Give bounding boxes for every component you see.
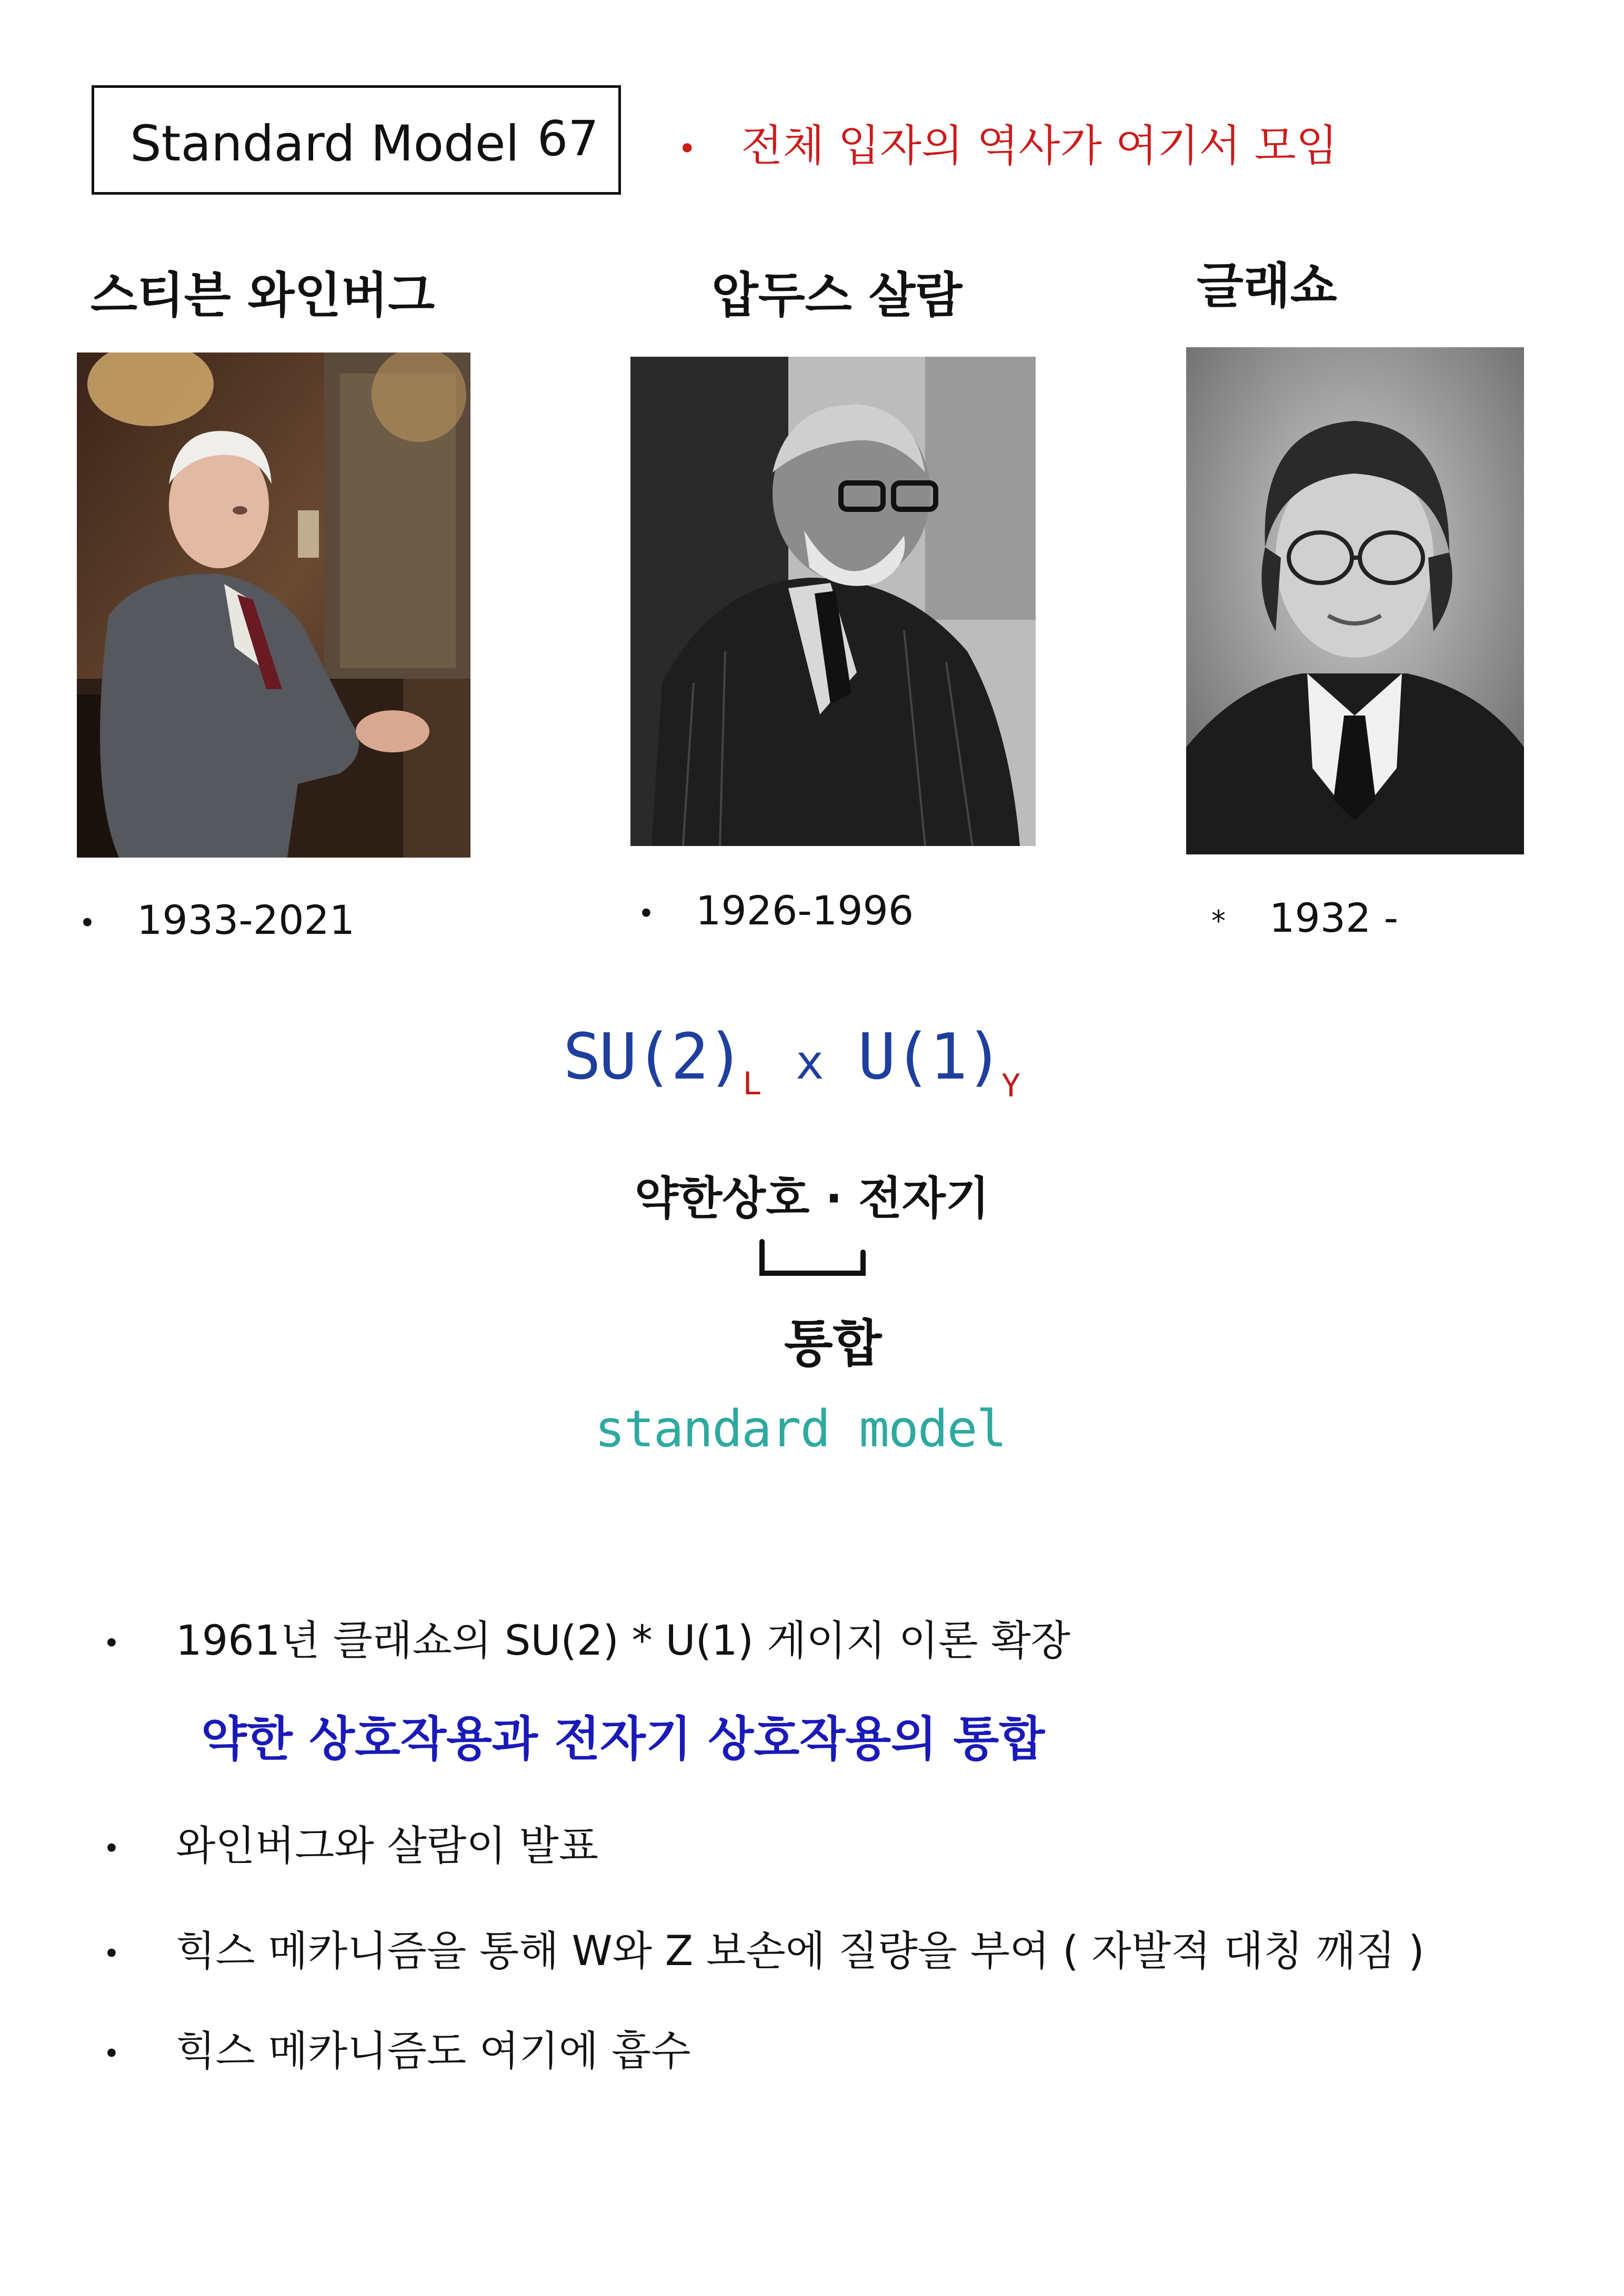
person-name-glashow: 글래쇼 (1197, 258, 1337, 314)
top-note (678, 112, 1338, 173)
bullet-icon: • (678, 130, 697, 167)
asterisk-icon: * (1211, 904, 1226, 938)
bullet-icon: • (103, 2037, 120, 2071)
photo-glashow (1186, 347, 1524, 854)
handwritten-standard-model: standard model (595, 1399, 1006, 1458)
person-name-weinberg: 스티븐 와인버그 (91, 267, 435, 324)
handwritten-unification: 통합 (784, 1314, 882, 1373)
title-box (92, 85, 621, 195)
photo-weinberg (77, 353, 470, 858)
page-number: 67 (537, 110, 599, 167)
handwritten-bracket (758, 1236, 874, 1284)
years-glashow: * 1932 - (1211, 894, 1398, 941)
bullet-icon: • (79, 906, 96, 940)
top-note-text: 전체 입자의 역사가 여기서 모임 (741, 121, 1338, 171)
bullet-icon: • (638, 897, 655, 930)
bullet-icon: • (103, 1832, 120, 1866)
bullet-icon: • (103, 1937, 120, 1971)
photo-salam (630, 357, 1036, 846)
handwritten-weak-em: 약한상호 · 전자기 (635, 1172, 990, 1225)
person-name-salam: 압두스 살람 (711, 267, 963, 324)
list-item: • 1961년 클래쇼의 SU(2) * U(1) 게이지 이론 확장 (103, 1617, 1070, 1665)
handwritten-formula: $SU(2)_L$ x $U(1)_Y$ (563, 1021, 1019, 1104)
page-title (130, 110, 599, 173)
years-salam: • 1926-1996 (638, 887, 914, 934)
years-weinberg: • 1933-2021 (79, 897, 355, 943)
list-item: • 힉스 메카니즘도 여기에 흡수 (103, 2028, 691, 2075)
highlight-text: 약한 상호작용과 전자기 상호작용의 통합 (201, 1711, 1045, 1767)
bullet-icon: • (103, 1627, 120, 1660)
list-item: • 힉스 메카니즘을 통해 W와 Z 보손에 질량을 부여 ( 자발적 대칭 깨짐 ) (103, 1928, 1425, 1975)
list-item: • 와인버그와 살람이 발표 (103, 1822, 599, 1870)
title-label: Standard Model (130, 115, 519, 173)
